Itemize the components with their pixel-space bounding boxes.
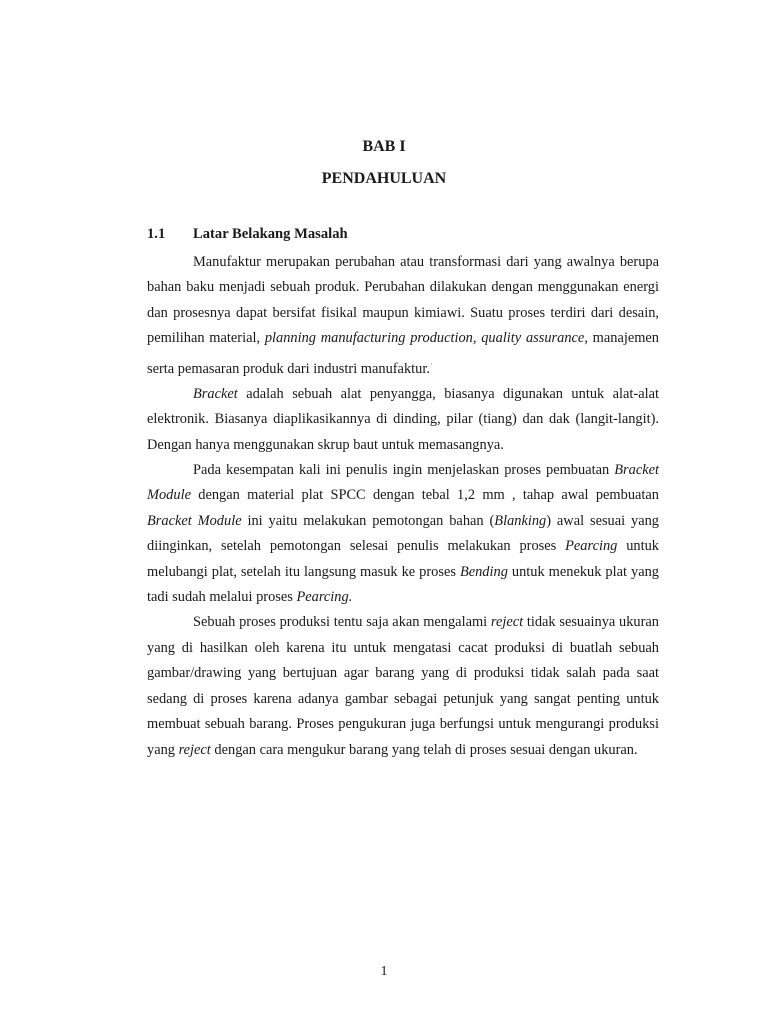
italic-term: Pearcing. xyxy=(296,589,353,606)
text-run: dengan material plat SPCC dengan tebal 1,2 mm , tahap awal pembuatan xyxy=(190,487,659,504)
text-run: adalah sebuah alat penyangga, biasanya digunakan untuk alat-alat elektronik. Biasanya diaplikasikannya di dinding, pilar (tiang) dan dak (langit-langit). Dengan hanya menggunakan skrup baut untuk memasangnya. xyxy=(147,385,659,453)
text-run: untuk menekuk plat yang tadi sudah melalui proses xyxy=(147,563,659,606)
text-run: Manufaktur merupakan perubahan atau transformasi dari yang awalnya berupa bahan baku menjadi sebuah produk. Perubahan dilakukan dengan menggunakan energi dan prosesnya dapat bersifat fisikal maupun kimiawi. Suatu proses terdiri dari desain, pemilihan material, xyxy=(147,254,659,347)
text-run: dengan cara mengukur barang yang telah di proses sesuai dengan ukuran. xyxy=(210,741,638,758)
footnote-mark: · xyxy=(429,358,433,369)
paragraph-3 xyxy=(147,458,659,610)
italic-term: Bracket Module xyxy=(147,512,242,529)
text-run: Pada kesempatan kali ini penulis ingin menjelaskan proses pembuatan xyxy=(193,462,615,479)
text-run: ini yaitu melakukan pemotongan bahan ( xyxy=(241,512,495,529)
section-number: 1.1 xyxy=(147,226,166,242)
body-text xyxy=(147,250,659,763)
text-run: untuk melubangi plat, setelah itu langsung masuk ke proses xyxy=(147,538,659,580)
text-run: , manajemen serta pemasaran produk dari industri manufaktur. xyxy=(147,330,659,377)
section-title: Latar Belakang Masalah xyxy=(193,226,348,242)
paragraph-4 xyxy=(147,610,659,762)
paragraph-2 xyxy=(147,382,659,458)
paragraph-1 xyxy=(147,250,659,382)
text-run: Sebuah proses produksi tentu saja akan mengalami xyxy=(193,614,491,631)
page-number: 1 xyxy=(380,964,388,979)
text-run: ) awal sesuai yang diinginkan, setelah pemotongan selesai penulis melakukan proses xyxy=(147,512,659,555)
italic-term: reject xyxy=(178,741,211,758)
text-run: tidak sesuainya ukuran yang di hasilkan oleh karena itu untuk mengatasi cacat produksi di buatlah sebuah gambar/drawing yang bertujuan agar barang yang di produksi tidak salah pada saat sedang di proses karena adanya gambar sebagai petunjuk yang sangat penting untuk membuat sebuah barang. Proses pengukuran juga berfungsi untuk mengurangi produksi yang xyxy=(147,614,659,758)
italic-term: Blanking xyxy=(494,512,547,529)
chapter-number: BAB I xyxy=(362,138,406,155)
italic-term: Bending xyxy=(459,563,508,580)
section-heading xyxy=(147,226,348,243)
italic-term: Bracket xyxy=(193,385,238,402)
italic-term: reject xyxy=(490,614,524,631)
italic-term: planning manufacturing production, quality assurance xyxy=(264,330,585,347)
italic-term: Pearcing xyxy=(565,538,618,555)
italic-term: Bracket Module xyxy=(147,462,659,504)
chapter-title: PENDAHULUAN xyxy=(321,170,447,187)
